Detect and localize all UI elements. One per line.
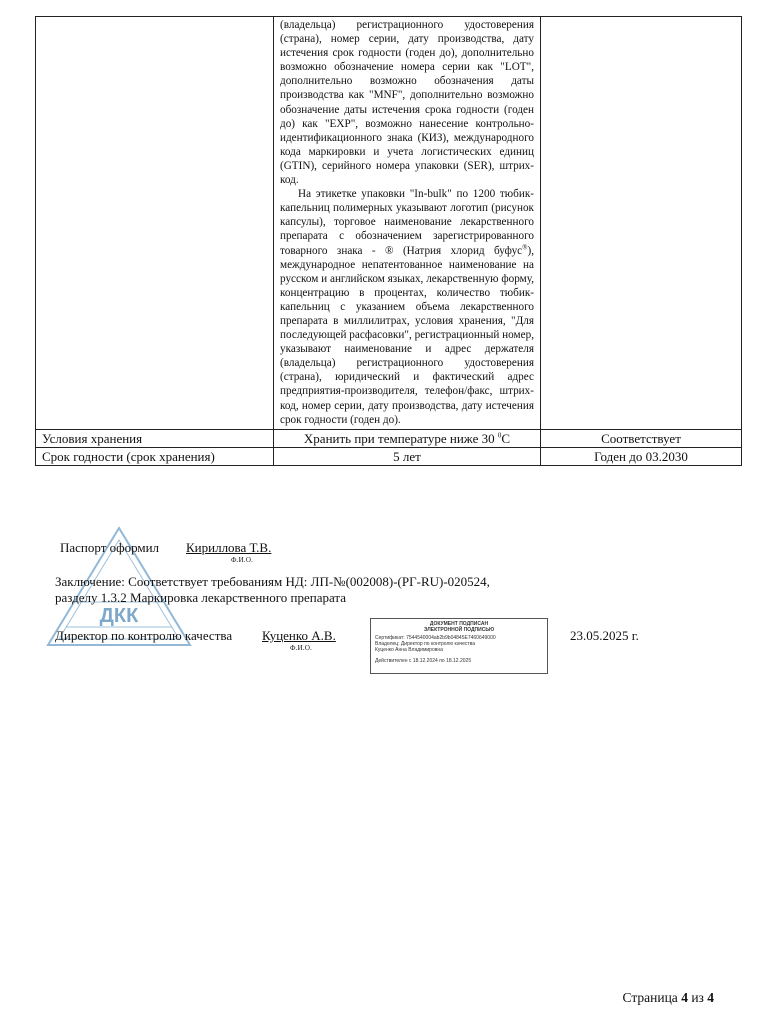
esig-title-1: ДОКУМЕНТ ПОДПИСАН	[429, 621, 489, 627]
passport-label: Паспорт оформил	[60, 540, 160, 555]
packaging-result-cell	[541, 17, 742, 430]
passport-name: Кириллова Т.В.	[186, 540, 272, 555]
storage-row	[36, 429, 742, 447]
shelf-life-result: Годен до 03.2030	[541, 447, 742, 465]
esig-owner-name: Куценко Анна Владимировна	[375, 647, 443, 653]
storage-result: Соответствует	[541, 429, 742, 447]
packaging-paragraph-1: (владельца) регистрационного удостоверения (страна), номер серии, дату производства, дату истечения срок годности (годен до), дополнительно возможно обозначение номера серии как "LOT", дополнительно возможно обозначения даты производства как "MNF", дополнительно возможно обозначение даты истечения срока годности (годен до) как "EXP", возможно нанесение контрольно-идентификационного знака (КИЗ), международного кода маркировки и учета логистических единиц (GTIN), серийного номера упаковки (SER), штрих-код.	[280, 19, 534, 187]
packaging-label-cell	[36, 17, 274, 430]
passport-fio-caption: Ф.И.О.	[231, 556, 254, 564]
conclusion-line-2: разделу 1.3.2 Маркировка лекарственного препарата	[55, 590, 347, 605]
page-number: Страница 4 из 4	[622, 990, 714, 1005]
stamp-text: ДКК	[99, 605, 139, 627]
storage-requirement: Хранить при температуре ниже 30 $^0$С	[274, 429, 541, 447]
director-label: Директор по контролю качества	[55, 628, 233, 643]
esig-certificate: Сертификат: 7544540004ab2b9b04845E7460649000	[375, 635, 496, 641]
esig-owner: Владелец: Директор по контролю качества	[375, 641, 476, 647]
spec-table	[35, 16, 742, 466]
conclusion-line-1: Заключение: Соответствует требованиям НД: ЛП-№(002008)-(РГ-RU)-020524,	[55, 574, 490, 589]
esig-title-2: ЭЛЕКТРОННОЙ ПОДПИСЬЮ	[423, 627, 495, 633]
director-name: Куценко А.В.	[262, 628, 336, 643]
packaging-paragraph-2: На этикетке упаковки "In-bulk" по 1200 тюбик-капельниц полимерных указывают логотип (рисунок капсулы), торговое наименование лекарственного препарата с обозначением зарегистрированного товарного знака - ® (Натрия хлорид буфус®), международное непатентованное наименование на русском и английском языках, лекарственную форму, концентрацию в процентах, количество тюбик-капельниц с указанием объема лекарственного препарата в миллилитрах, условия хранения, "Для последующей расфасовки", регистрационный номер, указывают наименование и адрес держателя (владельца) регистрационного удостоверения (страна), юридический и фактический адрес предприятия-производителя, телефон/факс, штрих-код, номер серии, дату производства, дату истечения срок годности (годен до).	[280, 188, 534, 426]
esig-validity: Действителен с 18.12.2024 по 18.12.2025	[375, 658, 472, 664]
shelf-life-label: Срок годности (срок хранения)	[36, 447, 274, 465]
shelf-life-requirement: 5 лет	[274, 447, 541, 465]
storage-label: Условия хранения	[36, 429, 274, 447]
signature-date: 23.05.2025 г.	[570, 628, 639, 643]
packaging-requirement-cell	[274, 17, 541, 430]
electronic-signature-box	[370, 618, 548, 674]
director-fio-caption: Ф.И.О.	[290, 644, 313, 652]
shelf-life-row	[36, 447, 742, 465]
packaging-row	[36, 17, 742, 430]
